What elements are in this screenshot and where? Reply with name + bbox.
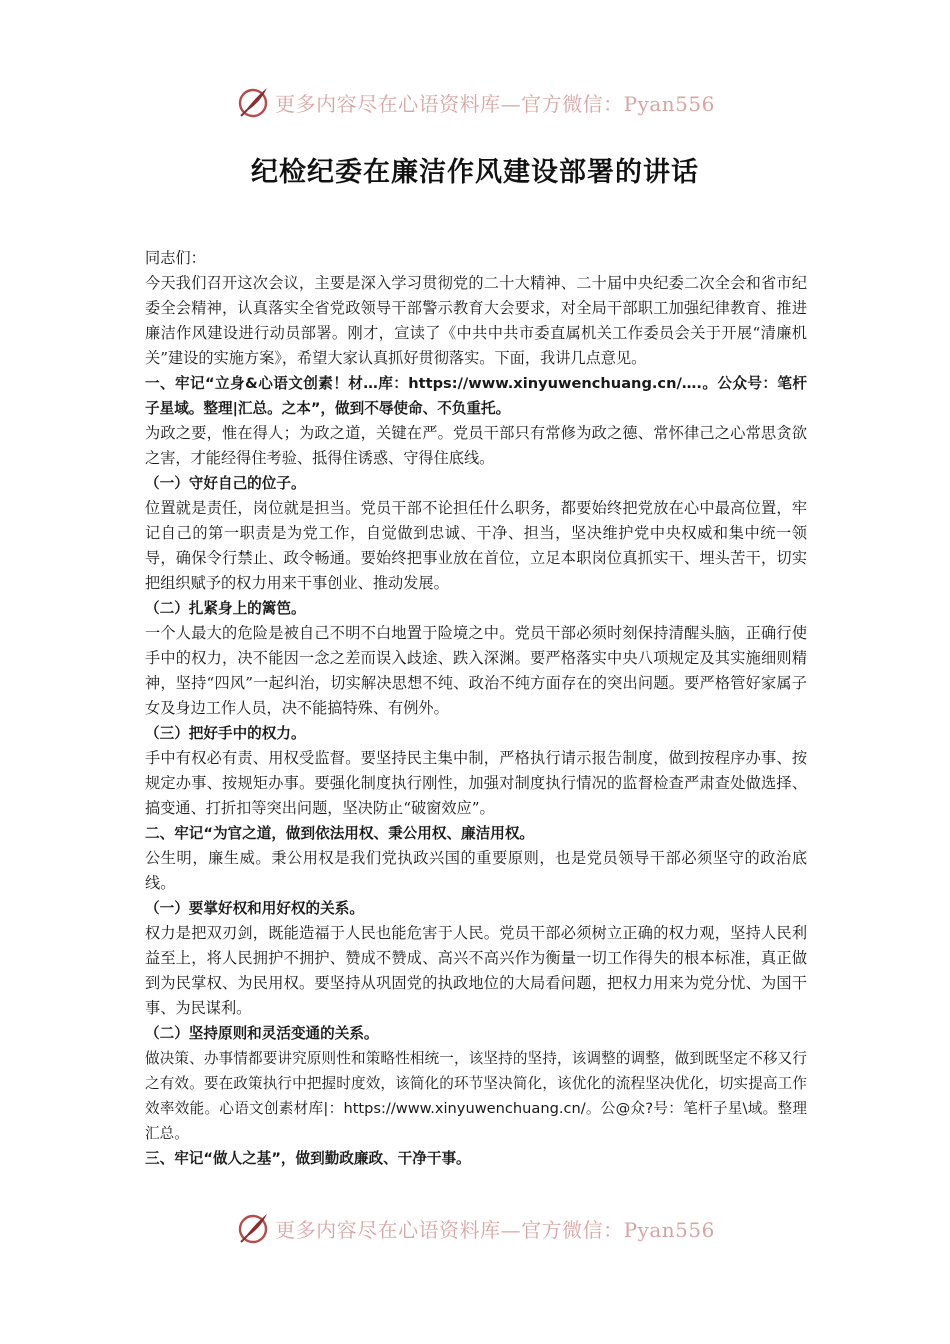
footer-watermark-banner [0,1208,950,1248]
paragraph: 今天我们召开这次会议，主要是深入学习贯彻党的二十大精神、二十届中央纪委二次全会和省市纪委全会精神，认真落实全省党政领导干部警示教育大会要求，对全局干部职工加强纪律教育、推进廉洁作风建设进行动员部署。刚才，宣读了《中共中共市委直属机关工作委员会关于开展“清廉机关”建设的实施方案》，希望大家认真抓好贯彻落实。下面，我讲几点意见。 [145,274,807,367]
banner-text: 更多内容尽在心语资料库—官方微信：Pyan556 [275,91,715,116]
subsection-heading: （二）坚持原则和灵活变通的关系。 [145,1025,379,1042]
subsection-heading: （二）扎紧身上的篱笆。 [145,600,306,617]
subsection-heading: （一）守好自己的位子。 [145,475,306,492]
subsection-heading: （三）把好手中的权力。 [145,725,306,742]
document-title: 纪检纪委在廉洁作风建设部署的讲话 [251,157,699,188]
header-watermark-banner [0,82,950,122]
paragraph: 手中有权必有责、用权受监督。要坚持民主集中制，严格执行请示报告制度，做到按程序办事、按规定办事、按规矩办事。要强化制度执行刚性，加强对制度执行情况的监督检查严肃查处做选择、搞变通、打折扣等突出问题，坚决防止“破窗效应”。 [145,749,807,817]
paragraph: 权力是把双刃剑，既能造福于人民也能危害于人民。党员干部必须树立正确的权力观，坚持人民利益至上，将人民拥护不拥护、赞成不赞成、高兴不高兴作为衡量一切工作得失的根本标准，真正做到为民掌权、为民用权。要坚持从巩固党的执政地位的大局看问题，把权力用来为党分忧、为国干事、为民谋利。 [145,924,807,1017]
paragraph: 做决策、办事情都要讲究原则性和策略性相统一，该坚持的坚持，该调整的调整，做到既坚定不移又行之有效。要在政策执行中把握时度效，该简化的环节坚决简化，该优化的流程坚决优化，切实提高工作效率效能。心语文创素材库|：https://www.xinyuwenchuang.cn/。公@众?号：笔杆子星\域。整理汇总。 [145,1050,807,1142]
section-heading: 一、牢记“立身&心语文创素！材…库：https://www.xinyuwenchuang.cn/….。公众号：笔杆子星域。整理|汇总。之本”，做到不辱使命、不负重托。 [145,375,807,417]
paragraph: 位置就是责任，岗位就是担当。党员干部不论担任什么职务，都要始终把党放在心中最高位置，牢记自己的第一职责是为党工作，自觉做到忠诚、干净、担当，坚决维护党中央权威和集中统一领导，确保令行禁止、政令畅通。要始终把事业放在首位，立足本职岗位真抓实干、埋头苦干，切实把组织赋予的权力用来干事创业、推动发展。 [145,499,807,592]
quill-pen-logo-icon [235,84,271,120]
section-heading: 二、牢记“为官之道，做到依法用权、秉公用权、廉洁用权。 [145,825,535,842]
section-heading: 三、牢记“做人之基”，做到勤政廉政、干净干事。 [145,1150,471,1167]
paragraph: 一个人最大的危险是被自己不明不白地置于险境之中。党员干部必须时刻保持清醒头脑，正确行使手中的权力，决不能因一念之差而误入歧途、跌入深渊。要严格落实中央八项规定及其实施细则精神，坚持“四风”一起纠治，切实解决思想不纯、政治不纯方面存在的突出问题。要严格管好家属子女及身边工作人员，决不能搞特殊、有例外。 [145,624,807,717]
paragraph: 公生明，廉生威。秉公用权是我们党执政兴国的重要原则，也是党员领导干部必须坚守的政治底线。 [145,849,807,892]
subsection-heading: （一）要掌好权和用好权的关系。 [145,900,364,917]
document-body [145,246,807,1171]
quill-pen-logo-icon [235,1210,271,1246]
salutation: 同志们： [145,249,206,267]
paragraph: 为政之要，惟在得人；为政之道，关键在严。党员干部只有常修为政之德、常怀律己之心常思贪欲之害，才能经得住考验、抵得住诱惑、守得住底线。 [145,424,807,467]
banner-text: 更多内容尽在心语资料库—官方微信：Pyan556 [275,1217,715,1242]
